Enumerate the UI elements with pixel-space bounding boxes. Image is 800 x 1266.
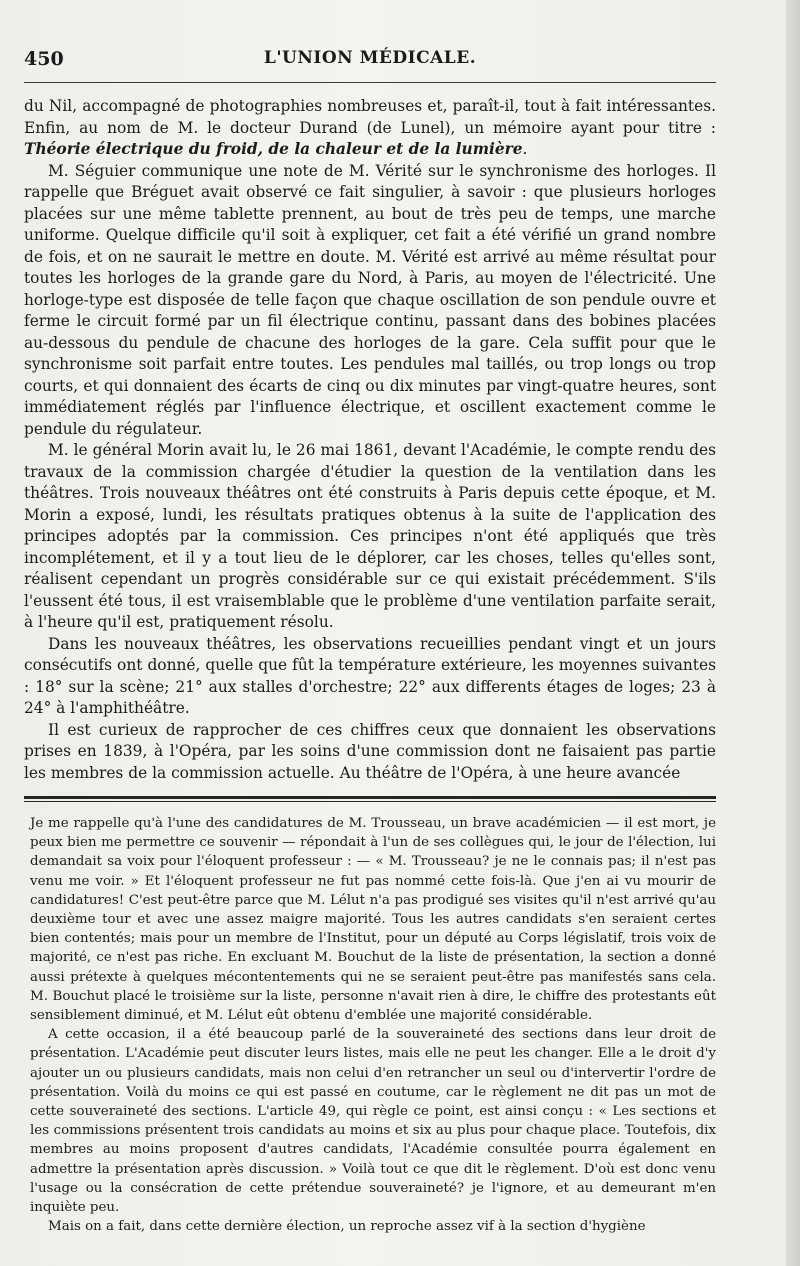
feuilleton-column	[30, 814, 716, 1236]
feuilleton-paragraph-1: Je me rappelle qu'à l'une des candidatures de M. Trousseau, un brave académicien — il est mort, je peux bien me permettre ce souvenir — répondait à l'un de ses collègues qui, le jour de l'élection, lui demandait sa voix pour l'éloquent professeur : — « M. Trousseau? je ne le connais pas; il n'est pas venu me voir. » Et l'éloquent professeur ne fut pas nommé cette fois-là. Que j'en ai vu mourir de candidatures! C'est peut-être parce que M. Lélut n'a pas prodigué ses visites qu'il n'est arrivé qu'au deuxième tour et avec une assez maigre majorité. Tous les autres candidats s'en seraient certes bien contentés; mais pour un membre de l'Institut, pour un député au Corps législatif, trois voix de majorité, ce n'est pas riche. En excluant M. Bouchut de la liste de présentation, la section a donné aussi prétexte à quelques mécontentements qui ne se seraient peut-être pas manifestés sans cela. M. Bouchut placé le troisième sur la liste, personne n'avait rien à dire, le chiffre des protestants eût sensiblement diminué, et M. Lélut eût obtenu d'emblée une majorité considérable.	[30, 816, 716, 1024]
italic-title: Théorie électrique du froid, de la chaleur et de la lumière	[24, 140, 523, 158]
main-column	[24, 96, 716, 784]
paragraph-1: du Nil, accompagné de photographies nombreuses et, paraît-il, tout à fait intéressantes. Enfin, au nom de M. le docteur Durand (de Lunel), un mémoire ayant pour titre : Théorie électrique du froid, de la chaleur et de la lumière.	[24, 97, 716, 158]
page-header	[24, 48, 716, 76]
paragraph-5: Il est curieux de rapprocher de ces chiffres ceux que donnaient les observations prises en 1839, à l'Opéra, par les soins d'une commission dont ne faisaient pas partie les membres de la commission actuelle. Au théâtre de l'Opéra, à une heure avancée	[24, 720, 716, 782]
page-edge-shadow	[786, 0, 800, 1266]
feuilleton-paragraph-3: Mais on a fait, dans cette dernière élection, un reproche assez vif à la section d'hygiène	[48, 1219, 646, 1235]
paragraph-2: M. Séguier communique une note de M. Vérité sur le synchronisme des horloges. Il rappelle que Bréguet avait observé ce fait singulier, à savoir : que plusieurs horloges placées sur une même tablette prennent, au bout de très peu de temps, une marche uniforme. Quelque difficile qu'il soit à expliquer, cet fait a été vérifié un grand nombre de fois, et on ne saurait le mettre en doute. M. Vérité est arrivé au même résultat pour toutes les horloges de la grande gare du Nord, à Paris, au moyen de l'électricité. Une horloge-type est disposée de telle façon que chaque oscillation de son pendule ouvre et ferme le circuit formé par un fil électrique continu, passant dans des bobines placées au-dessous du pendule de chacune des horloges de la gare. Cela suffit pour que le synchronisme soit parfait entre toutes. Les pendules mal taillés, ou trop longs ou trop courts, et qui donnaient des écarts de cinq ou dix minutes par vingt-quatre heures, sont immédiatement réglés par l'influence électrique, et oscillent exactement comme le pendule du régulateur.	[24, 161, 716, 438]
feuilleton-paragraph-2: A cette occasion, il a été beaucoup parlé de la souveraineté des sections dans leur droit de présentation. L'Académie peut discuter leurs listes, mais elle ne peut les changer. Elle a le droit d'y ajouter un ou plusieurs candidats, mais non celui d'en retrancher un seul ou d'intervertir l'ordre de présentation. Voilà du moins ce qui est passé en coutume, car le règlement ne dit pas un mot de cette souveraineté des sections. L'article 49, qui règle ce point, est ainsi conçu : « Les sections et les commissions présentent trois candidats au moins et six au plus pour chaque place. Toutefois, dix membres au moins proposent d'autres candidats, l'Académie consultée pourra également en admettre la présentation après discussion. » Voilà tout ce que dit le règlement. D'où est donc venu l'usage ou la consécration de cette prétendue souveraineté? je l'ignore, et au demeurant m'en inquiète peu.	[30, 1027, 716, 1216]
header-rule	[24, 82, 716, 83]
running-title: L'UNION MÉDICALE.	[263, 48, 477, 68]
feuilleton-separator	[24, 796, 716, 802]
paragraph-3: M. le général Morin avait lu, le 26 mai 1861, devant l'Académie, le compte rendu des travaux de la commission chargée d'étudier la question de la ventilation dans les théâtres. Trois nouveaux théâtres ont été construits à Paris depuis cette époque, et M. Morin a exposé, lundi, les résultats pratiques obtenus à la suite de l'application des principes adoptés par la commission. Ces principes n'ont été appliqués que très incomplétement, et il y a tout lieu de le déplorer, car les choses, telles qu'elles sont, réalisent cependant un progrès considérable sur ce qui existait précédemment. S'ils l'eussent été tous, il est vraisemblable que le problème d'une ventilation parfaite serait, à l'heure qu'il est, pratiquement résolu.	[24, 441, 716, 631]
paragraph-4: Dans les nouveaux théâtres, les observations recueillies pendant vingt et un jours consécutifs ont donné, quelle que fût la température extérieure, les moyennes suivantes : 18° sur la scène; 21° aux stalles d'orchestre; 22° aux differents étages de loges; 23 à 24° à l'amphithéâtre.	[24, 634, 716, 717]
page-number: 450	[24, 48, 64, 70]
